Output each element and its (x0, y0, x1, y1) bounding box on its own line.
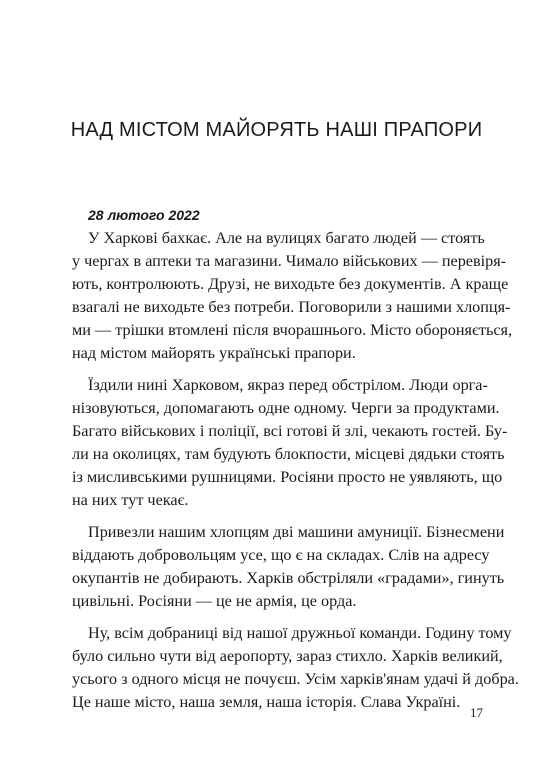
text-line: Ну, всім добраниці від нашої дружньої команди. Годину тому (88, 624, 512, 642)
text-line: Багато військових і поліції, всі готові й злі, чекають гостей. Бу- (72, 422, 508, 440)
text-line: Їздили нині Харковом, якраз перед обстрілом. Люди орга- (88, 376, 488, 394)
paragraph-2 (72, 374, 508, 512)
paragraph-4 (72, 622, 519, 714)
text-line: ми — трішки втомлені після вчорашнього. Місто обороняється, (72, 321, 513, 339)
chapter-body (72, 204, 519, 723)
text-line: Привезли нашим хлопцям дві машини амуниції. Бізнесмени (88, 523, 505, 541)
text-line: ють, контролюють. Друзі, не виходьте без документів. А краще (72, 275, 509, 293)
text-line: нізовуються, допомагають одне одному. Черги за продуктами. (72, 399, 500, 417)
text-line: усього з одного місця не почуєш. Усім харків'янам удачі й добра. (72, 670, 519, 688)
entry-date: 28 лютого 2022 (88, 207, 200, 223)
text-line: над містом майорять українські прапори. (72, 344, 356, 362)
page-number: 17 (470, 705, 483, 720)
chapter-title: НАД МІСТОМ МАЙОРЯТЬ НАШІ ПРАПОРИ (70, 119, 483, 141)
text-line: окупантів не добирають. Харків обстріляли «градами», гинуть (72, 569, 505, 587)
text-line: У Харкові бахкає. Але на вулицях багато людей — стоять (88, 229, 485, 247)
paragraph-3 (72, 521, 505, 613)
text-line: Це наше місто, наша земля, наша історія. Слава Україні. (72, 693, 461, 711)
text-line: у чергах в аптеки та магазини. Чимало військових — перевіря- (72, 252, 507, 270)
text-line: взагалі не виходьте без потреби. Поговорили з нашими хлопця- (72, 298, 511, 316)
text-line: віддають добровольцям усе, що є на складах. Слів на адресу (72, 546, 490, 564)
text-line: із мисливськими рушницями. Росіяни просто не уявляють, що (72, 468, 503, 486)
text-line: цивільні. Росіяни — це не армія, це орда. (72, 592, 357, 610)
text-line: було сильно чути від аеропорту, зараз стихло. Харків великий, (72, 647, 503, 665)
text-line: на них тут чекає. (72, 491, 189, 509)
paragraph-1 (72, 227, 513, 365)
text-line: ли на околицях, там будують блокпости, місцеві дядьки стоять (72, 445, 505, 463)
